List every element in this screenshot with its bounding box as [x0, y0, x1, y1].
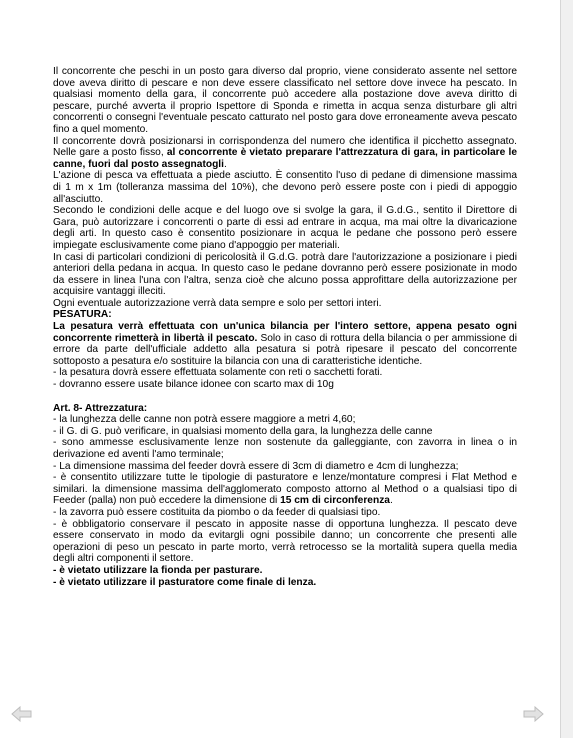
bold-rule: La pesatura verrà effettuata con un'unica bilancia per l'intero settore, appena pesato ogni concorrente rimetterà in libertà il pescato.	[53, 321, 517, 344]
paragraph-positioning	[53, 136, 517, 171]
document-body	[53, 66, 517, 588]
paragraph-dry-foot: L'azione di pesca va effettuata a piede asciutto. È consentito l'uso di pedane di dimensione massima di 1 m x 1m (tolleranza massima del 10%), che devono però essere poste con i piedi di appoggio all'asciutto.	[53, 170, 517, 205]
bold-rule: 15 cm di circonferenza	[280, 495, 390, 507]
text-span: - è consentito utilizzare tutte le tipologie di pasturatore e lenze/montature compresi i Flat Method e similari. la dimensione massima dell'agglomerato composto attorno al Method o a qualsiasi tipo di Feeder (palla) non può eccedere la dimensione di	[53, 472, 517, 507]
text-span: Il concorrente dovrà posizionarsi in corrispondenza del numero che identifica il picchetto assegnato. Nelle gare a posto fisso,	[53, 135, 517, 159]
list-item	[53, 577, 517, 589]
section-heading-art8	[53, 403, 517, 415]
list-item: - La dimensione massima del feeder dovrà essere di 3cm di diametro e 4cm di lunghezza;	[53, 460, 459, 472]
bold-rule: - è vietato utilizzare la fionda per pasturare.	[53, 564, 263, 576]
text-span: .	[223, 158, 227, 170]
paragraph-weighing	[53, 321, 517, 367]
list-item: - la pesatura dovrà essere effettuata solamente con reti o sacchetti forati.	[53, 367, 383, 379]
scrollbar[interactable]	[560, 0, 573, 738]
list-item: - sono ammesse esclusivamente lenze non sostenute da galleggiante, con zavorra in linea o in derivazione ed aventi l'amo terminale;	[53, 437, 517, 460]
paragraph-water-entry: Secondo le condizioni delle acque e del luogo ove si svolge la gara, il G.d.G., sentito il Direttore di Gara, può autorizzare i concorrenti o parte di essi ad entrare in acqua, ma mai oltre la divaricazione degli arti. In questo caso è consentito posizionare in acqua le pedane che possono però essere impiegate esclusivamente come piano d'appoggio per materiali.	[53, 205, 517, 251]
heading-text: PESATURA:	[53, 309, 112, 321]
list-item: - è obbligatorio conservare il pescato in apposite nasse di opportuna lunghezza. Il pescato deve essere conservato in modo da evitargli ogni possibile danno; un concorrente che presenti alle operazioni di peso un pescato in parte morto, verrà retrocesso se la mortalità supera quella media degli altri componenti il settore.	[53, 518, 517, 565]
arrow-left-icon[interactable]	[11, 706, 33, 722]
paragraph-authorization: Ogni eventuale autorizzazione verrà data sempre e solo per settori interi.	[53, 297, 382, 309]
text-span: .	[389, 495, 393, 507]
heading-text: Art. 8- Attrezzatura:	[53, 402, 148, 414]
list-item: - dovranno essere usate bilance idonee con scarto max di 10g	[53, 379, 334, 391]
list-item: - la zavorra può essere costituita da piombo o da feeder di qualsiasi tipo.	[53, 506, 381, 518]
list-item	[53, 472, 517, 507]
bold-rule: al concorrente è vietato preparare l'attrezzatura di gara, in particolare le canne, fuori dal posto assegnatogli	[53, 147, 517, 170]
paragraph-wrong-spot: Il concorrente che peschi in un posto gara diverso dal proprio, viene considerato assente nel settore dove aveva diritto di pescare e non deve essere classificato nel settore dove invece ha pescato. In qualsiasi momento della gara, il concorrente può accedere alla postazione dove aveva diritto di pescare, purché avverta il proprio Ispettore di Sponda e rimetta in acqua senza disturbare gli altri concorrenti o consegni l'eventuale pescato catturato nel posto gara dove erroneamente aveva pescato fino a quel momento.	[53, 66, 517, 135]
section-heading-pesatura	[53, 309, 517, 321]
text-span: Solo in caso di rottura della bilancia o per ammissione di errore da parte dell'ufficiale addetto alla pesatura si potrà ripesare il pescato del concorrente sottoposto a pesatura e/o sostituire la bilancia con una di caratteristiche identiche.	[53, 332, 517, 367]
list-item: - il G. di G. può verificare, in qualsiasi momento della gara, la lunghezza delle canne	[53, 425, 433, 437]
list-item: - la lunghezza delle canne non potrà essere maggiore a metri 4,60;	[53, 414, 356, 426]
list-item	[53, 565, 517, 577]
arrow-right-icon[interactable]	[522, 706, 544, 722]
paragraph-danger: In casi di particolari condizioni di pericolosità il G.d.G. potrà dare l'autorizzazione a posizionare i piedi anteriori della pedana in acqua. In questo caso le pedane dovranno però essere posizionate in modo da essere in linea l'una con l'altra, senza cioè che alcuno possa approfittare della autorizzazione per acquisire vantaggi illeciti.	[53, 251, 517, 298]
bold-rule: - è vietato utilizzare il pasturatore come finale di lenza.	[53, 576, 317, 588]
spacer	[53, 391, 517, 403]
